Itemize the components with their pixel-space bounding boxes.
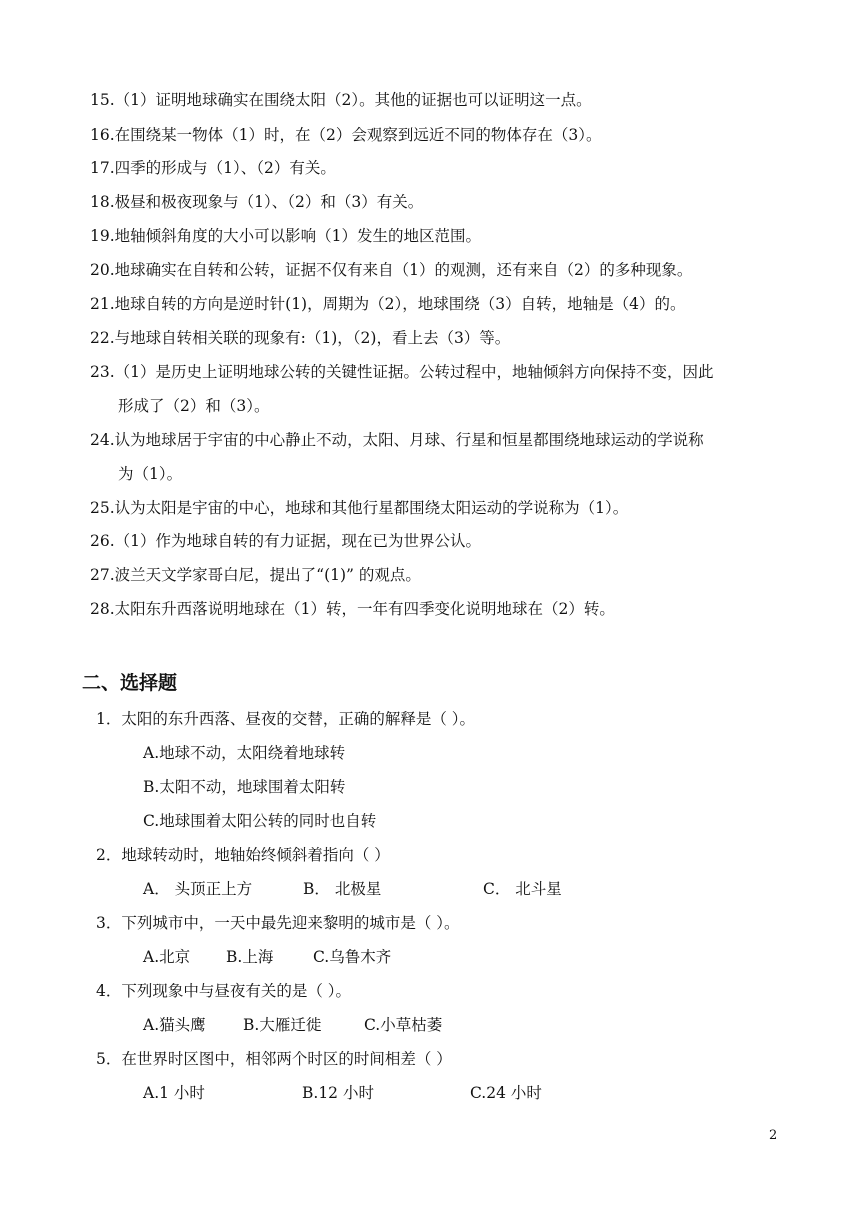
choice-question-2: 2．地球转动时，地轴始终倾斜着指向（ ） — [96, 846, 390, 864]
fill-item-23-continued: 形成了（2）和（3）。 — [118, 397, 270, 415]
q5-option-c: C.24 小时 — [470, 1084, 542, 1102]
q1-option-b: B.太阳不动，地球围着太阳转 — [143, 778, 346, 796]
fill-item-27: 27.波兰天文学家哥白尼，提出了“(1)” 的观点。 — [90, 566, 421, 584]
fill-item-23: 23.（1）是历史上证明地球公转的关键性证据。公转过程中，地轴倾斜方向保持不变，因此 — [90, 363, 714, 381]
fill-item-19: 19.地轴倾斜角度的大小可以影响（1）发生的地区范围。 — [90, 227, 482, 245]
page-number: 2 — [769, 1128, 778, 1143]
q5-option-b: B.12 小时 — [302, 1084, 374, 1102]
fill-item-20: 20.地球确实在自转和公转，证据不仅有来自（1）的观测，还有来自（2）的多种现象。 — [90, 261, 693, 279]
fill-item-28: 28.太阳东升西落说明地球在（1）转，一年有四季变化说明地球在（2）转。 — [90, 600, 615, 618]
q3-option-a: A.北京 — [143, 948, 191, 966]
choice-question-1: 1．太阳的东升西落、昼夜的交替，正确的解释是（ ）。 — [96, 710, 476, 728]
choice-question-5: 5．在世界时区图中，相邻两个时区的时间相差（ ） — [96, 1050, 452, 1068]
fill-item-21: 21.地球自转的方向是逆时针(1)，周期为（2），地球围绕（3）自转，地轴是（4）的。 — [90, 295, 686, 313]
q2-option-c: C． 北斗星 — [483, 880, 562, 898]
q2-option-a: A． 头顶正上方 — [143, 880, 253, 898]
q5-option-a: A.1 小时 — [143, 1084, 205, 1102]
choice-question-3: 3．下列城市中，一天中最先迎来黎明的城市是（ ）。 — [96, 914, 460, 932]
q3-option-b: B.上海 — [226, 948, 274, 966]
fill-item-22: 22.与地球自转相关联的现象有:（1)，（2)，看上去（3）等。 — [90, 329, 511, 347]
fill-item-24-continued: 为（1）。 — [118, 465, 183, 483]
q1-option-c: C.地球围着太阳公转的同时也自转 — [143, 812, 377, 830]
fill-item-24: 24.认为地球居于宇宙的中心静止不动，太阳、月球、行星和恒星都围绕地球运动的学说称 — [90, 431, 704, 449]
q3-option-c: C.乌鲁木齐 — [313, 948, 392, 966]
q2-option-b: B． 北极星 — [303, 880, 382, 898]
section-title: 二、选择题 — [82, 672, 178, 694]
q1-option-a: A.地球不动，太阳绕着地球转 — [143, 744, 346, 762]
fill-item-25: 25.认为太阳是宇宙的中心，地球和其他行星都围绕太阳运动的学说称为（1）。 — [90, 499, 629, 517]
fill-item-26: 26.（1）作为地球自转的有力证据，现在已为世界公认。 — [90, 532, 482, 550]
fill-item-15: 15.（1）证明地球确实在围绕太阳（2）。其他的证据也可以证明这一点。 — [90, 91, 592, 109]
q4-option-c: C.小草枯萎 — [364, 1016, 443, 1034]
q4-option-b: B.大雁迁徙 — [243, 1016, 322, 1034]
choice-question-4: 4．下列现象中与昼夜有关的是（ ）。 — [96, 982, 352, 1000]
q4-option-a: A.猫头鹰 — [143, 1016, 206, 1034]
fill-item-16: 16.在围绕某一物体（1）时，在（2）会观察到远近不同的物体存在（3）。 — [90, 126, 602, 144]
fill-item-18: 18.极昼和极夜现象与（1）、（2）和（3）有关。 — [90, 193, 424, 211]
fill-item-17: 17.四季的形成与（1）、（2）有关。 — [90, 159, 336, 177]
